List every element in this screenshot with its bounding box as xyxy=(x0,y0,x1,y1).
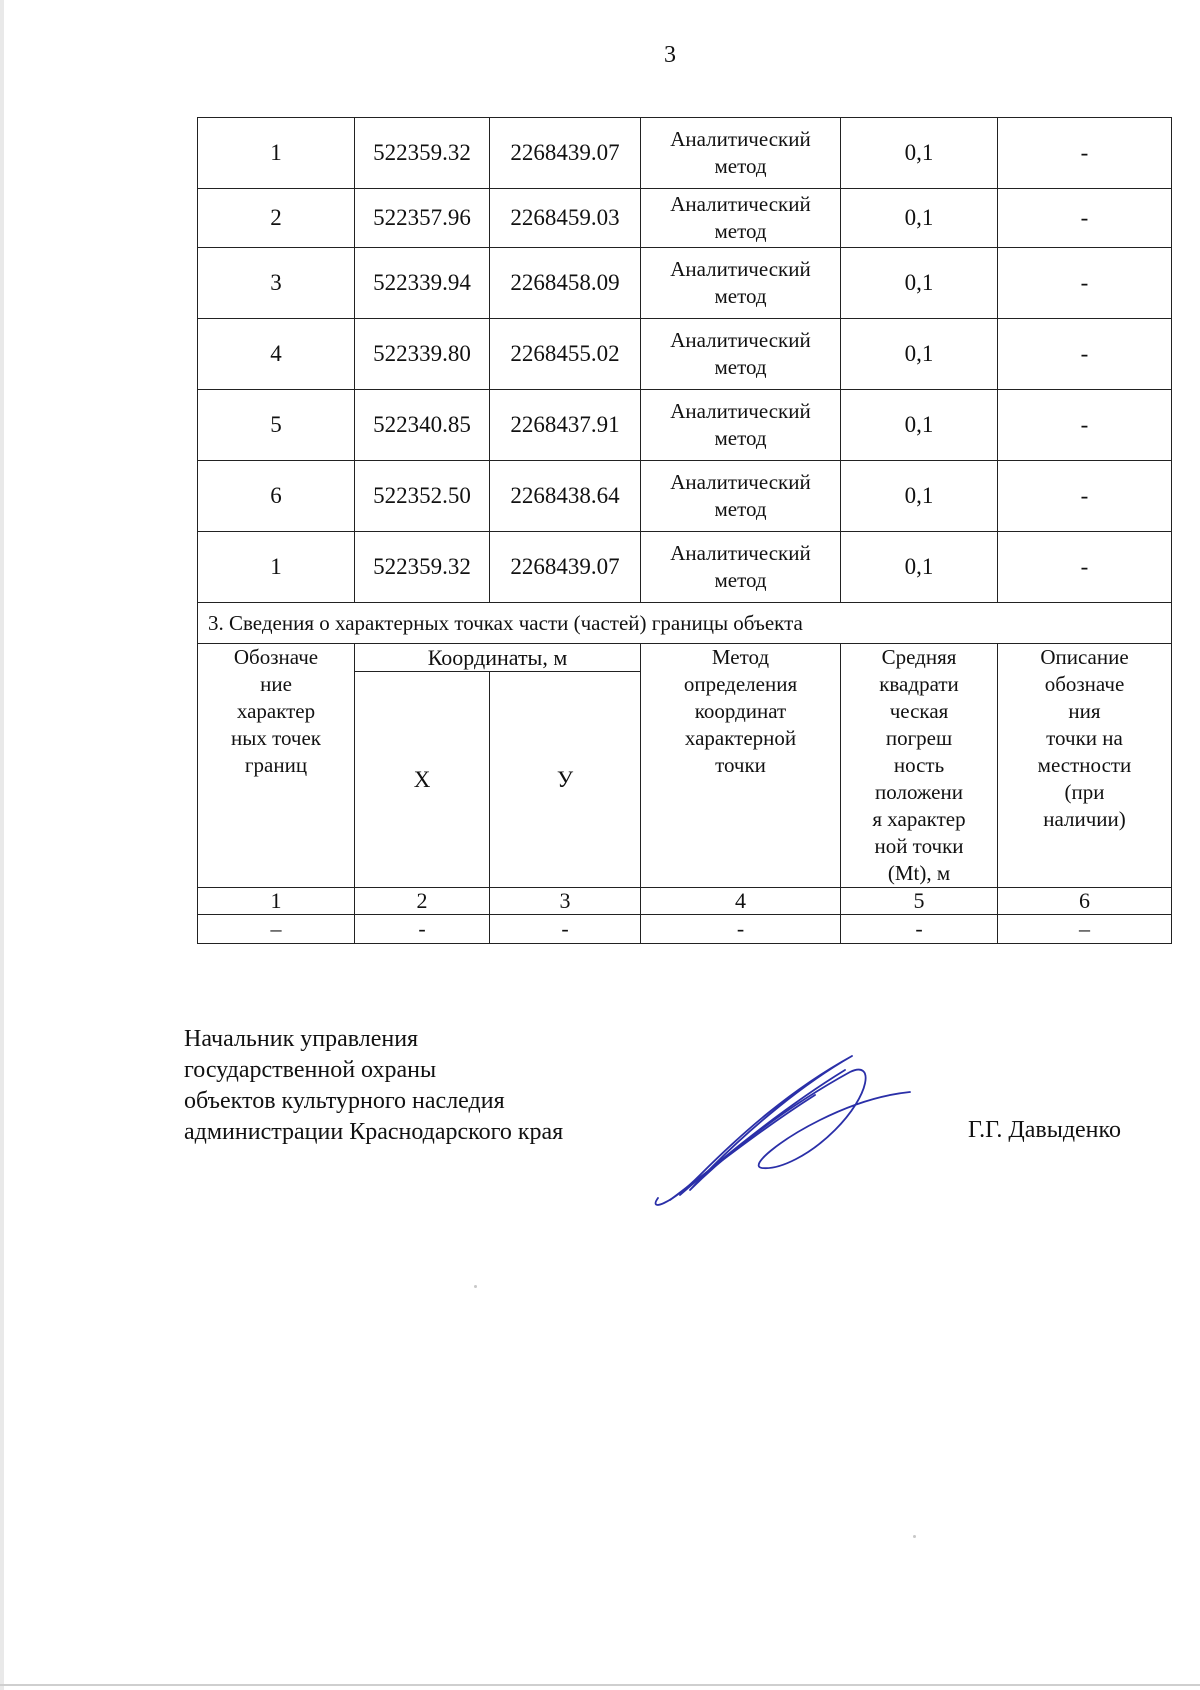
table-row xyxy=(198,461,1172,532)
point-number: 3 xyxy=(198,248,355,319)
empty-cell: – xyxy=(198,915,355,944)
coord-x: 522339.80 xyxy=(355,319,490,390)
scan-left-edge xyxy=(0,0,4,1690)
coord-x: 522359.32 xyxy=(355,118,490,189)
page-number: 3 xyxy=(664,42,676,68)
empty-data-row xyxy=(198,915,1172,944)
column-number: 4 xyxy=(641,888,841,915)
table-row xyxy=(198,390,1172,461)
method-cell: Аналитический метод xyxy=(641,390,841,461)
description: - xyxy=(998,390,1172,461)
point-number: 1 xyxy=(198,118,355,189)
coord-x: 522340.85 xyxy=(355,390,490,461)
accuracy: 0,1 xyxy=(841,189,998,248)
scan-bottom-edge xyxy=(0,1684,1200,1686)
header-designation: Обозначе ние характер ных точек границ xyxy=(198,644,355,888)
coord-x: 522352.50 xyxy=(355,461,490,532)
accuracy: 0,1 xyxy=(841,390,998,461)
signer-name: Г.Г. Давыденко xyxy=(968,1117,1121,1143)
accuracy: 0,1 xyxy=(841,532,998,603)
table-header-row xyxy=(198,644,1172,672)
point-number: 2 xyxy=(198,189,355,248)
coord-y: 2268458.09 xyxy=(490,248,641,319)
method-cell: Аналитический метод xyxy=(641,532,841,603)
table-row xyxy=(198,319,1172,390)
column-number: 5 xyxy=(841,888,998,915)
header-coordinates: Координаты, м xyxy=(355,644,641,672)
table-row xyxy=(198,118,1172,189)
position-line: государственной охраны xyxy=(184,1057,437,1083)
empty-cell: - xyxy=(841,915,998,944)
header-description: Описание обозначе ния точки на местности (при наличии) xyxy=(998,644,1172,888)
handwritten-signature xyxy=(640,1050,920,1220)
scan-speck xyxy=(913,1535,916,1538)
accuracy: 0,1 xyxy=(841,319,998,390)
point-number: 4 xyxy=(198,319,355,390)
position-line: объектов культурного наследия xyxy=(184,1088,505,1114)
coord-y: 2268438.64 xyxy=(490,461,641,532)
method-cell: Аналитический метод xyxy=(641,248,841,319)
description: - xyxy=(998,118,1172,189)
description: - xyxy=(998,248,1172,319)
coord-x: 522357.96 xyxy=(355,189,490,248)
method-cell: Аналитический метод xyxy=(641,319,841,390)
point-number: 1 xyxy=(198,532,355,603)
point-number: 5 xyxy=(198,390,355,461)
coord-y: 2268455.02 xyxy=(490,319,641,390)
coord-x: 522339.94 xyxy=(355,248,490,319)
header-y: У xyxy=(490,672,641,888)
column-number: 6 xyxy=(998,888,1172,915)
empty-cell: - xyxy=(355,915,490,944)
coord-y: 2268439.07 xyxy=(490,532,641,603)
table-row xyxy=(198,248,1172,319)
coord-y: 2268439.07 xyxy=(490,118,641,189)
coordinates-table xyxy=(197,117,1172,944)
accuracy: 0,1 xyxy=(841,118,998,189)
header-accuracy: Средняя квадрати ческая погреш ность положени я характер ной точки (Mt), м xyxy=(841,644,998,888)
section-title-row xyxy=(198,603,1172,644)
column-numbers-row xyxy=(198,888,1172,915)
empty-cell: - xyxy=(490,915,641,944)
description: - xyxy=(998,189,1172,248)
position-line: администрации Краснодарского края xyxy=(184,1119,564,1145)
column-number: 3 xyxy=(490,888,641,915)
header-method: Метод определения координат характерной точки xyxy=(641,644,841,888)
signer-position xyxy=(184,1024,563,1148)
column-number: 2 xyxy=(355,888,490,915)
section-title: 3. Сведения о характерных точках части (частей) границы объекта xyxy=(198,603,1172,644)
empty-cell: – xyxy=(998,915,1172,944)
coord-y: 2268437.91 xyxy=(490,390,641,461)
table-row xyxy=(198,532,1172,603)
column-number: 1 xyxy=(198,888,355,915)
method-cell: Аналитический метод xyxy=(641,118,841,189)
table-row xyxy=(198,189,1172,248)
position-line: Начальник управления xyxy=(184,1026,419,1052)
point-number: 6 xyxy=(198,461,355,532)
empty-cell: - xyxy=(641,915,841,944)
method-cell: Аналитический метод xyxy=(641,461,841,532)
description: - xyxy=(998,319,1172,390)
coord-x: 522359.32 xyxy=(355,532,490,603)
accuracy: 0,1 xyxy=(841,461,998,532)
accuracy: 0,1 xyxy=(841,248,998,319)
coord-y: 2268459.03 xyxy=(490,189,641,248)
method-cell: Аналитический метод xyxy=(641,189,841,248)
description: - xyxy=(998,461,1172,532)
header-x: Х xyxy=(355,672,490,888)
description: - xyxy=(998,532,1172,603)
scan-speck xyxy=(474,1285,477,1288)
